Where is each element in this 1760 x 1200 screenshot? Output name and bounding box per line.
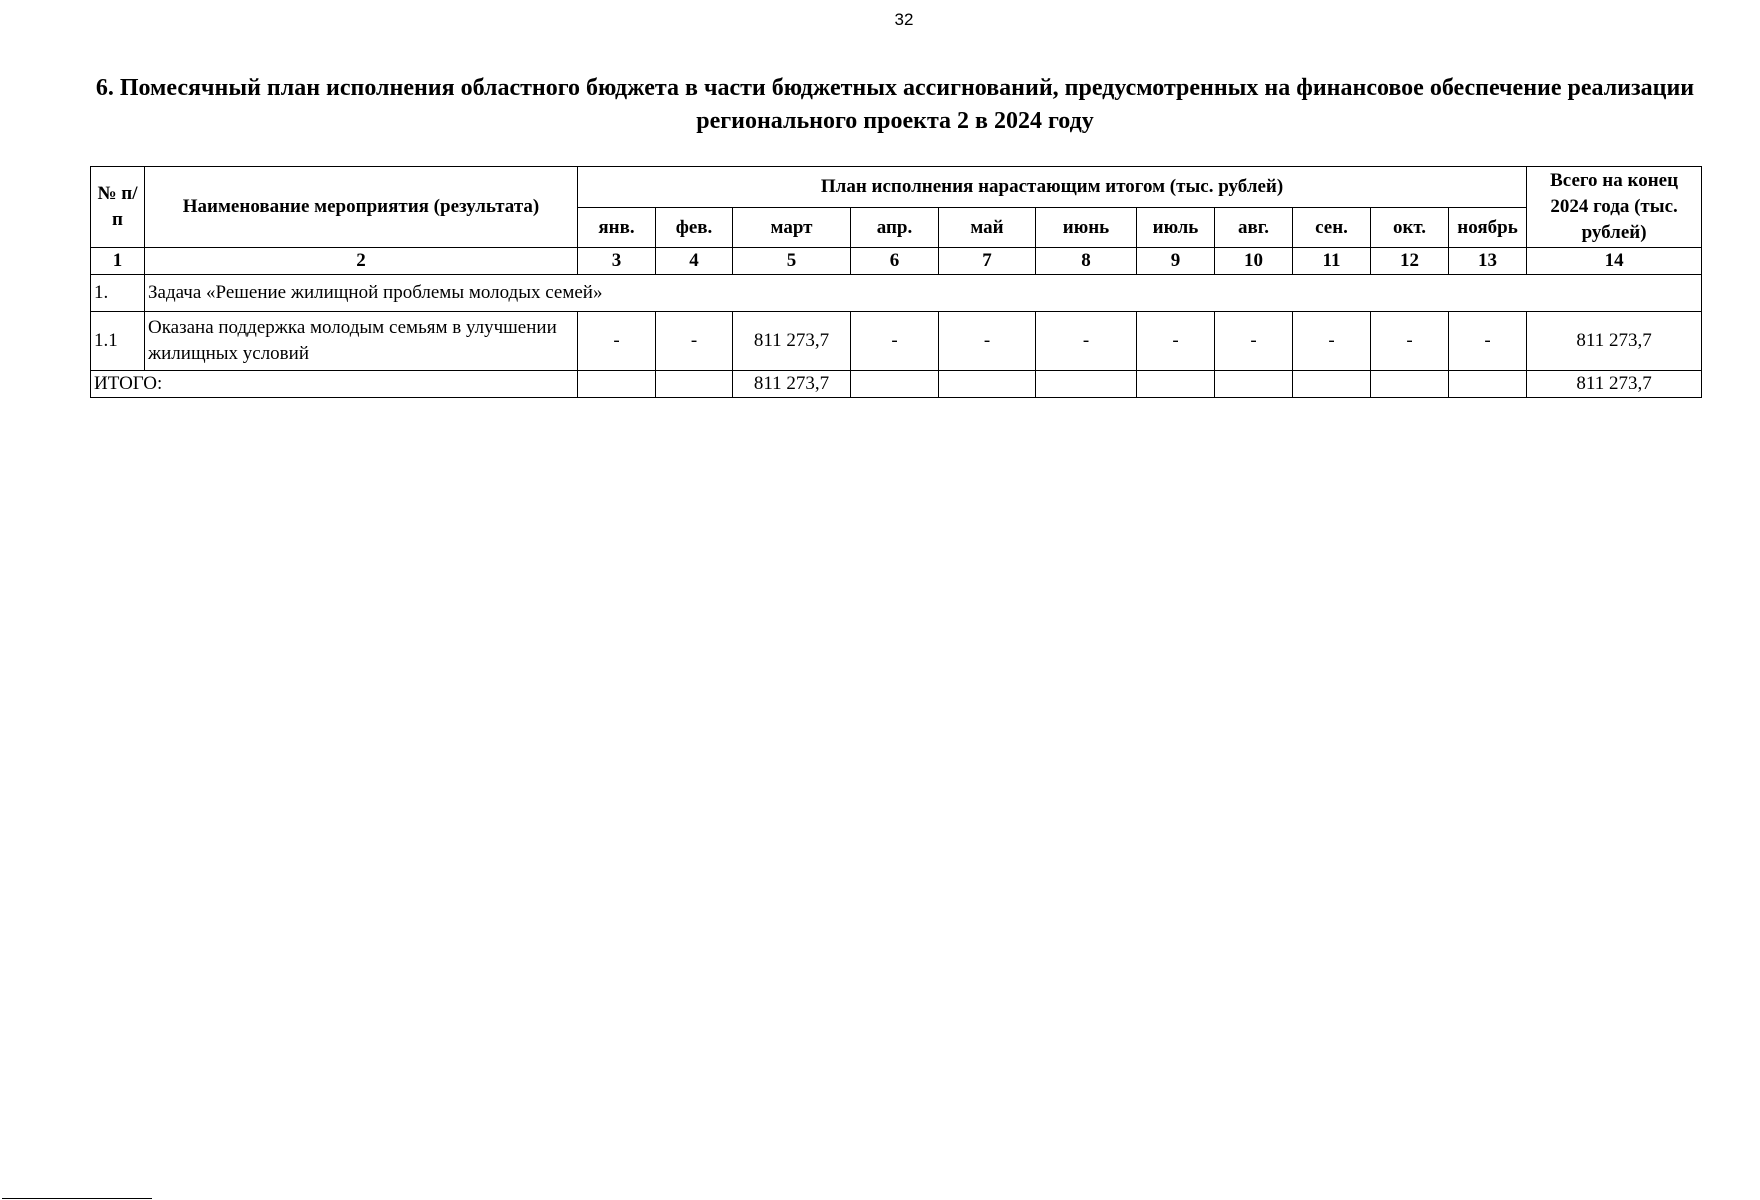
item-row: [91, 312, 1702, 371]
page-number: 32: [894, 10, 914, 29]
column-number: 13: [1449, 248, 1527, 275]
totals-month-value: 811 273,7: [733, 371, 851, 398]
totals-grand-value: 811 273,7: [1527, 371, 1702, 398]
totals-month-value: [851, 371, 939, 398]
column-number: 2: [145, 248, 578, 275]
month-header: июнь: [1036, 208, 1137, 248]
item-month-value: -: [1036, 312, 1137, 371]
column-number: 14: [1527, 248, 1702, 275]
col-header-total: Всего на конец 2024 года (тыс. рублей): [1527, 167, 1702, 248]
item-month-value: -: [1371, 312, 1449, 371]
month-header: сен.: [1293, 208, 1371, 248]
item-month-value: -: [578, 312, 656, 371]
month-header: апр.: [851, 208, 939, 248]
totals-month-value: [578, 371, 656, 398]
totals-month-value: [1449, 371, 1527, 398]
task-name: Задача «Решение жилищной проблемы молодых семей»: [145, 275, 1702, 312]
column-number: 11: [1293, 248, 1371, 275]
column-number: 3: [578, 248, 656, 275]
totals-label: ИТОГО:: [91, 371, 578, 398]
task-row: [91, 275, 1702, 312]
item-month-value: -: [656, 312, 733, 371]
totals-month-value: [939, 371, 1036, 398]
column-number: 12: [1371, 248, 1449, 275]
month-header: окт.: [1371, 208, 1449, 248]
totals-month-value: [1293, 371, 1371, 398]
column-number: 8: [1036, 248, 1137, 275]
col-header-name: Наименование мероприятия (результата): [145, 167, 578, 248]
item-month-value: -: [1137, 312, 1215, 371]
month-header: март: [733, 208, 851, 248]
budget-plan-table: [90, 166, 1702, 398]
item-month-value: 811 273,7: [733, 312, 851, 371]
column-number: 6: [851, 248, 939, 275]
month-header: ноябрь: [1449, 208, 1527, 248]
item-month-value: -: [1449, 312, 1527, 371]
column-number: 10: [1215, 248, 1293, 275]
item-total-value: 811 273,7: [1527, 312, 1702, 371]
document-title: 6. Помесячный план исполнения областного бюджета в части бюджетных ассигнований, предусмотренных на финансовое обеспечение реализации регионального проекта 2 в 2024 году: [95, 75, 1695, 134]
totals-month-value: [656, 371, 733, 398]
header-row-1: [91, 167, 1702, 208]
item-month-value: -: [1293, 312, 1371, 371]
month-header: фев.: [656, 208, 733, 248]
footnote-divider: [2, 1198, 152, 1199]
item-number: 1.1: [91, 312, 145, 371]
totals-row: [91, 371, 1702, 398]
column-number: 5: [733, 248, 851, 275]
totals-month-value: [1371, 371, 1449, 398]
col-header-num: № п/п: [91, 167, 145, 248]
task-number: 1.: [91, 275, 145, 312]
column-number: 9: [1137, 248, 1215, 275]
totals-month-value: [1215, 371, 1293, 398]
col-header-plan: План исполнения нарастающим итогом (тыс. рублей): [578, 167, 1527, 208]
month-header: июль: [1137, 208, 1215, 248]
month-header: янв.: [578, 208, 656, 248]
item-month-value: -: [1215, 312, 1293, 371]
item-month-value: -: [851, 312, 939, 371]
item-month-value: -: [939, 312, 1036, 371]
column-number-row: [91, 248, 1702, 275]
totals-month-value: [1137, 371, 1215, 398]
month-header: авг.: [1215, 208, 1293, 248]
column-number: 7: [939, 248, 1036, 275]
month-header: май: [939, 208, 1036, 248]
item-name: Оказана поддержка молодым семьям в улучшении жилищных условий: [145, 312, 578, 371]
column-number: 4: [656, 248, 733, 275]
column-number: 1: [91, 248, 145, 275]
totals-month-value: [1036, 371, 1137, 398]
